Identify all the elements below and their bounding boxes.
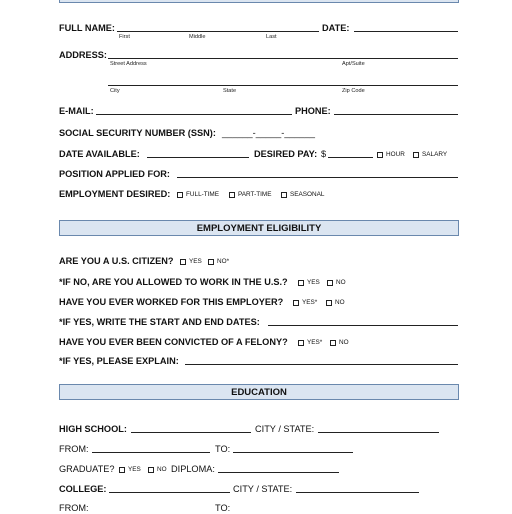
- top-section-banner: [59, 0, 459, 3]
- checkbox-icon: [281, 192, 287, 198]
- state-caption: State: [223, 88, 237, 94]
- full-time-checkbox[interactable]: [177, 191, 219, 198]
- high-school-city-state-field[interactable]: [318, 432, 439, 433]
- start-end-dates-label: *IF YES, WRITE THE START AND END DATES:: [59, 317, 260, 327]
- checkbox-icon: [180, 259, 186, 265]
- phone-label: PHONE:: [295, 106, 331, 116]
- checkbox-icon: [293, 300, 299, 306]
- full-name-label: FULL NAME:: [59, 23, 115, 33]
- college-to-label: TO:: [215, 503, 231, 513]
- high-school-from-field[interactable]: [92, 452, 210, 453]
- college-from-label: FROM:: [59, 503, 89, 513]
- seasonal-checkbox[interactable]: [281, 191, 324, 198]
- allowed-no-label: NO: [336, 279, 346, 286]
- citizen-question: ARE YOU A U.S. CITIZEN?: [59, 256, 174, 266]
- graduate-no-checkbox[interactable]: [148, 466, 167, 473]
- hour-checkbox[interactable]: [377, 151, 405, 158]
- citizen-no-label: NO*: [217, 258, 230, 265]
- graduate-yes-label: YES: [128, 466, 141, 473]
- college-city-state-field[interactable]: [296, 492, 419, 493]
- felony-no-checkbox[interactable]: [330, 339, 349, 346]
- date-field[interactable]: [354, 31, 458, 32]
- part-time-option-label: PART-TIME: [238, 191, 272, 198]
- city-caption: City: [110, 88, 120, 94]
- checkbox-icon: [177, 192, 183, 198]
- start-end-dates-field[interactable]: [268, 325, 458, 326]
- felony-yes-label: YES*: [307, 339, 323, 346]
- college-city-state-label: CITY / STATE:: [233, 484, 293, 494]
- high-school-label: HIGH SCHOOL:: [59, 424, 127, 434]
- checkbox-icon: [413, 152, 419, 158]
- hour-option-label: HOUR: [386, 151, 405, 158]
- seasonal-option-label: SEASONAL: [290, 191, 325, 198]
- allowed-to-work-question: *IF NO, ARE YOU ALLOWED TO WORK IN THE U.S.?: [59, 277, 288, 287]
- dollar-sign: $: [321, 149, 327, 159]
- graduate-no-label: NO: [157, 466, 167, 473]
- high-school-to-field[interactable]: [233, 452, 353, 453]
- date-available-label: DATE AVAILABLE:: [59, 149, 140, 159]
- checkbox-icon: [148, 467, 154, 473]
- explain-field[interactable]: [185, 364, 458, 365]
- phone-field[interactable]: [334, 114, 458, 115]
- worked-before-question: HAVE YOU EVER WORKED FOR THIS EMPLOYER?: [59, 297, 284, 307]
- felony-question: HAVE YOU EVER BEEN CONVICTED OF A FELONY?: [59, 337, 288, 347]
- worked-yes-checkbox[interactable]: [293, 299, 317, 306]
- worked-no-checkbox[interactable]: [326, 299, 345, 306]
- citizen-no-checkbox[interactable]: [208, 258, 229, 265]
- felony-yes-checkbox[interactable]: [298, 339, 322, 346]
- checkbox-icon: [326, 300, 332, 306]
- salary-option-label: SALARY: [422, 151, 448, 158]
- street-address-caption: Street Address: [110, 61, 147, 67]
- part-time-checkbox[interactable]: [229, 191, 272, 198]
- employment-eligibility-header: EMPLOYMENT ELIGIBILITY: [59, 220, 459, 236]
- date-available-field[interactable]: [147, 157, 249, 158]
- email-field[interactable]: [96, 114, 292, 115]
- employment-desired-label: EMPLOYMENT DESIRED:: [59, 189, 171, 199]
- desired-pay-label: DESIRED PAY:: [254, 149, 318, 159]
- street-address-field[interactable]: [108, 58, 458, 59]
- graduate-label: GRADUATE?: [59, 464, 115, 474]
- college-label: COLLEGE:: [59, 484, 107, 494]
- citizen-yes-label: YES: [189, 258, 202, 265]
- allowed-no-checkbox[interactable]: [327, 279, 346, 286]
- high-school-to-label: TO:: [215, 444, 231, 454]
- first-name-caption: First: [119, 34, 130, 40]
- full-name-field[interactable]: [117, 31, 319, 32]
- middle-name-caption: Middle: [189, 34, 206, 40]
- diploma-label: DIPLOMA:: [171, 464, 215, 474]
- explain-label: *IF YES, PLEASE EXPLAIN:: [59, 356, 179, 366]
- checkbox-icon: [208, 259, 214, 265]
- checkbox-icon: [330, 340, 336, 346]
- address-label: ADDRESS:: [59, 50, 107, 60]
- education-header: EDUCATION: [59, 384, 459, 400]
- checkbox-icon: [298, 340, 304, 346]
- last-name-caption: Last: [266, 34, 277, 40]
- city-state-zip-field[interactable]: [108, 85, 458, 86]
- checkbox-icon: [327, 280, 333, 286]
- email-label: E-MAIL:: [59, 106, 94, 116]
- checkbox-icon: [229, 192, 235, 198]
- diploma-field[interactable]: [218, 472, 339, 473]
- worked-no-label: NO: [335, 299, 345, 306]
- apt-suite-caption: Apt/Suite: [342, 61, 365, 67]
- ssn-label: SOCIAL SECURITY NUMBER (SSN):: [59, 128, 216, 138]
- position-field[interactable]: [177, 177, 458, 178]
- position-label: POSITION APPLIED FOR:: [59, 169, 170, 179]
- high-school-city-state-label: CITY / STATE:: [255, 424, 315, 434]
- desired-pay-field[interactable]: [328, 157, 373, 158]
- checkbox-icon: [119, 467, 125, 473]
- date-label: DATE:: [322, 23, 350, 33]
- allowed-yes-checkbox[interactable]: [298, 279, 320, 286]
- worked-yes-label: YES*: [302, 299, 318, 306]
- checkbox-icon: [377, 152, 383, 158]
- graduate-yes-checkbox[interactable]: [119, 466, 141, 473]
- high-school-from-label: FROM:: [59, 444, 89, 454]
- ssn-field[interactable]: ______-_____-______: [222, 128, 315, 138]
- allowed-yes-label: YES: [307, 279, 320, 286]
- citizen-yes-checkbox[interactable]: [180, 258, 202, 265]
- zip-caption: Zip Code: [342, 88, 365, 94]
- full-time-option-label: FULL-TIME: [186, 191, 220, 198]
- felony-no-label: NO: [339, 339, 349, 346]
- college-field[interactable]: [109, 492, 230, 493]
- salary-checkbox[interactable]: [413, 151, 447, 158]
- checkbox-icon: [298, 280, 304, 286]
- high-school-field[interactable]: [131, 432, 251, 433]
